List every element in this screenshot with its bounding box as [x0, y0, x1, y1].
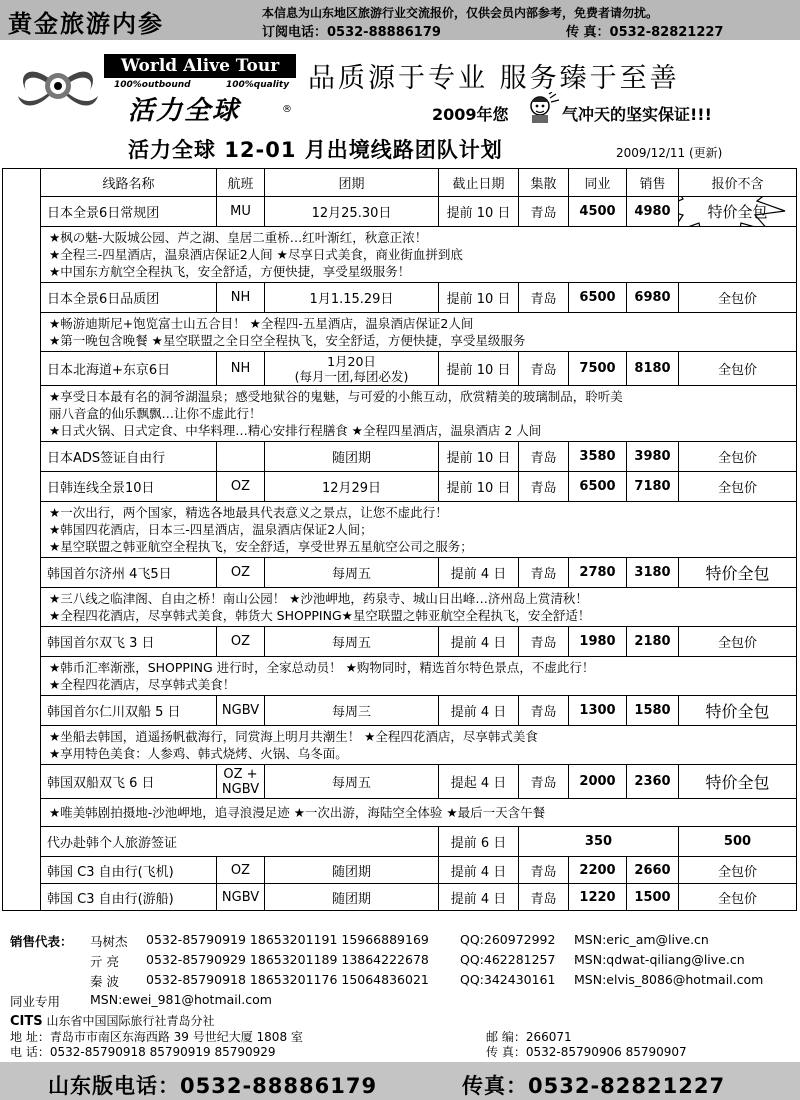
trade-price: 2000 — [569, 765, 627, 799]
route-name: 日本北海道+东京6日 — [41, 352, 217, 386]
trade-price: 2780 — [569, 558, 627, 588]
retail-price: 8180 — [627, 352, 679, 386]
table-row — [3, 827, 797, 857]
dates: 随团期 — [265, 884, 439, 911]
retail-price: 1500 — [627, 884, 679, 911]
table-row — [3, 627, 797, 657]
company-name: 山东省中国国际旅行社青岛分社 — [46, 1014, 215, 1028]
deadline: 提前 10 日 — [439, 442, 519, 472]
flight: OZ — [217, 472, 265, 502]
contact-msn: MSN:qdwat-qiliang@live.cn — [574, 952, 745, 967]
tribal-swirl-icon — [12, 50, 104, 122]
flight: NGBV — [217, 884, 265, 911]
contact-msn: MSN:elvis_8086@hotmail.com — [574, 972, 764, 987]
table-row — [3, 442, 797, 472]
header-route: 线路名称 — [41, 169, 217, 197]
trade-price: 1300 — [569, 696, 627, 726]
route-highlights: ★韩币汇率渐涨，SHOPPING 进行时，全家总动员！ ★购物同时，精选首尔特色景点，不虚此行！ ★全程四花酒店，尽享韩式美食！ — [41, 657, 797, 696]
price-note: 全包价 — [679, 472, 797, 502]
dates: 1月20日 (每月一团,每团必发) — [265, 352, 439, 386]
contacts-label: 销售代表： — [10, 934, 73, 949]
subscribe-phone: 订阅电话：0532-88886179 — [262, 25, 441, 40]
company-brand: CITS — [10, 1014, 43, 1029]
table-row-desc — [3, 502, 797, 558]
deadline: 提前 4 日 — [439, 696, 519, 726]
peer-msn: MSN:ewei_981@hotmail.com — [90, 992, 272, 1007]
dates: 每周五 — [265, 765, 439, 799]
route-name: 韩国首尔仁川双船 5 日 — [41, 696, 217, 726]
hub: 青岛 — [519, 558, 569, 588]
deadline: 提前 4 日 — [439, 857, 519, 884]
brand-title: 黄金旅游内参 — [8, 10, 164, 38]
route-name: 韩国 C3 自由行(游船) — [41, 884, 217, 911]
retail-price: 3180 — [627, 558, 679, 588]
price-note: 全包价 — [679, 857, 797, 884]
footer-phone: 山东版电话：0532-88886179 — [48, 1074, 378, 1098]
header-deadline: 截止日期 — [439, 169, 519, 197]
hub: 青岛 — [519, 857, 569, 884]
table-row — [3, 197, 797, 227]
contact-phones: 0532-85790918 18653201176 15064836021 — [146, 972, 429, 987]
retail-price: 3980 — [627, 442, 679, 472]
deadline: 提前 10 日 — [439, 352, 519, 386]
route-name: 日韩连线全景10日 — [41, 472, 217, 502]
banner-fax: 传 真：0532-82821227 — [566, 25, 724, 40]
price-note: 特价全包 — [679, 765, 797, 799]
hub: 青岛 — [519, 627, 569, 657]
price-note: 特价全包 — [679, 696, 797, 726]
hub: 青岛 — [519, 352, 569, 386]
header-price-note: 报价不含 — [679, 169, 797, 197]
price-note: 全包价 — [679, 352, 797, 386]
flight: OZ — [217, 857, 265, 884]
deadline: 提前 4 日 — [439, 627, 519, 657]
company-phone: 电 话：0532-85790918 85790919 85790929 — [10, 1045, 276, 1059]
table-row — [3, 857, 797, 884]
registered-mark: ® — [282, 104, 292, 115]
header-dates: 团期 — [265, 169, 439, 197]
retail-price: 1580 — [627, 696, 679, 726]
contact-qq: QQ:342430161 — [460, 972, 556, 987]
trade-price: 350 — [519, 827, 679, 857]
dates: 每周五 — [265, 627, 439, 657]
retail-price: 7180 — [627, 472, 679, 502]
table-row — [3, 472, 797, 502]
mascot-cartoon-icon — [520, 92, 562, 124]
trade-price: 1220 — [569, 884, 627, 911]
deadline: 提前 4 日 — [439, 558, 519, 588]
route-name: 日本全景6日常规团 — [41, 197, 217, 227]
flight: OZ — [217, 558, 265, 588]
trade-price: 1980 — [569, 627, 627, 657]
dates: 1月1.15.29日 — [265, 283, 439, 313]
logo-tagline-quality: 100%quality — [226, 80, 290, 90]
price-note: 全包价 — [679, 627, 797, 657]
flight: OZ — [217, 627, 265, 657]
route-highlights: ★畅游迪斯尼+饱览富士山五合目！ ★全程四-五星酒店，温泉酒店保证2人间 ★第一晚包含晚餐 ★星空联盟之全日空全程执飞，安全舒适，方便快捷，享受星级服务 — [41, 313, 797, 352]
deadline: 提前 10 日 — [439, 197, 519, 227]
trade-price: 7500 — [569, 352, 627, 386]
table-header-row — [3, 169, 797, 197]
route-name: 韩国双船双飞 6 日 — [41, 765, 217, 799]
tour-plan-table — [2, 168, 797, 911]
hub: 青岛 — [519, 442, 569, 472]
trade-price: 2200 — [569, 857, 627, 884]
table-row-desc — [3, 227, 797, 283]
contact-phones: 0532-85790919 18653201191 15966889169 — [146, 932, 429, 947]
dates: 随团期 — [265, 442, 439, 472]
table-row — [3, 765, 797, 799]
footer-bar — [0, 1062, 800, 1100]
retail-price: 500 — [679, 827, 797, 857]
table-row — [3, 696, 797, 726]
contact-name: 马树杰 — [90, 934, 128, 949]
slogan: 品质源于专业 服务臻于至善 — [308, 63, 680, 94]
route-name: 韩国首尔双飞 3 日 — [41, 627, 217, 657]
price-note: 特价全包 — [679, 558, 797, 588]
flight: NGBV — [217, 696, 265, 726]
dates: 每周五 — [265, 558, 439, 588]
page-title: 活力全球 12-01 月出境线路团队计划 — [128, 138, 503, 162]
trade-price: 3580 — [569, 442, 627, 472]
retail-price: 2660 — [627, 857, 679, 884]
promise-text-start: 2009年您 — [432, 105, 509, 124]
table-row-desc — [3, 657, 797, 696]
flight: NH — [217, 352, 265, 386]
contact-name: 秦 波 — [90, 974, 119, 989]
route-name: 日本ADS签证自由行 — [41, 442, 217, 472]
contact-qq: QQ:462281257 — [460, 952, 556, 967]
price-note: 特价全包 — [679, 197, 797, 227]
dates: 每周三 — [265, 696, 439, 726]
member-notice: 本信息为山东地区旅游行业交流报价，仅供会员内部参考，免费者请勿扰。 — [262, 6, 659, 20]
route-highlights: ★一次出行，两个国家，精选各地最具代表意义之景点，让您不虚此行！ ★韩国四花酒店，日本三-四星酒店，温泉酒店保证2人间； ★星空联盟之韩亚航空全程执飞，安全舒适，享受世界五星航空公司之服务； — [41, 502, 797, 558]
deadline: 提前 10 日 — [439, 283, 519, 313]
table-row-desc — [3, 313, 797, 352]
route-highlights: ★唯美韩剧拍摄地-沙池岬地，追寻浪漫足迹 ★一次出游，海陆空全体验 ★最后一天含午餐 — [41, 799, 797, 827]
retail-price: 6980 — [627, 283, 679, 313]
header-retail-price: 销售 — [627, 169, 679, 197]
route-name: 韩国首尔济州 4飞5日 — [41, 558, 217, 588]
price-note: 全包价 — [679, 884, 797, 911]
hub: 青岛 — [519, 197, 569, 227]
logo-tagline-outbound: 100%outbound — [114, 80, 191, 90]
contact-name: 亓 亮 — [90, 954, 119, 969]
table-row-desc — [3, 386, 797, 442]
retail-price: 2180 — [627, 627, 679, 657]
table-row — [3, 884, 797, 911]
company-fax: 传 真：0532-85790906 85790907 — [486, 1045, 687, 1059]
company-header — [10, 1012, 214, 1029]
hub: 青岛 — [519, 283, 569, 313]
table-row — [3, 283, 797, 313]
route-highlights: ★享受日本最有名的洞爷湖温泉；感受地狱谷的鬼魅，与可爱的小熊互动，欣赏精美的玻璃制品，聆听美 丽八音盒的仙乐飘飘…让你不虚此行！ ★日式火锅、日式定食、中华料理…精心安排行程膳食 ★全程四星酒店，温泉酒店 2 人间 — [41, 386, 797, 442]
retail-price: 2360 — [627, 765, 679, 799]
dates: 随团期 — [265, 857, 439, 884]
deadline: 提前 4 日 — [439, 884, 519, 911]
price-note: 全包价 — [679, 442, 797, 472]
price-note: 全包价 — [679, 283, 797, 313]
deadline: 提起 4 日 — [439, 765, 519, 799]
trade-price: 6500 — [569, 283, 627, 313]
deadline: 提前 10 日 — [439, 472, 519, 502]
table-row-desc — [3, 588, 797, 627]
side-margin — [3, 169, 41, 197]
route-name: 代办赴韩个人旅游签证 — [41, 827, 439, 857]
flight: OZ + NGBV — [217, 765, 265, 799]
footer-fax: 传真：0532-82821227 — [462, 1074, 726, 1098]
table-row — [3, 352, 797, 386]
route-name: 日本全景6日品质团 — [41, 283, 217, 313]
promise-text-end: 气冲天的坚实保证!!! — [562, 105, 712, 124]
company-address: 地 址：青岛市市南区东海西路 39 号世纪大厦 1808 室 — [10, 1030, 303, 1044]
trade-price: 4500 — [569, 197, 627, 227]
hub: 青岛 — [519, 696, 569, 726]
logo-wordmark: World Alive Tour — [104, 54, 296, 78]
flight: NH — [217, 283, 265, 313]
route-highlights: ★枫の魅-大阪城公园、芦之湖、皇居二重桥…红叶渐红，秋意正浓！ ★全程三-四星酒店，温泉酒店保证2人间 ★尽享日式美食，商业街血拼到底 ★中国东方航空全程执飞，安全舒适，方便快捷，享受星级服务！ — [41, 227, 797, 283]
dates: 12月25.30日 — [265, 197, 439, 227]
table-row-desc — [3, 799, 797, 827]
company-zip: 邮 编：266071 — [486, 1030, 572, 1044]
hub: 青岛 — [519, 765, 569, 799]
trade-price: 6500 — [569, 472, 627, 502]
deadline: 提前 6 日 — [439, 827, 519, 857]
header-flight: 航班 — [217, 169, 265, 197]
peer-label: 同业专用 — [10, 994, 61, 1009]
route-name: 韩国 C3 自由行(飞机) — [41, 857, 217, 884]
contact-qq: QQ:260972992 — [460, 932, 556, 947]
contact-phones: 0532-85790929 18653201189 13864222678 — [146, 952, 429, 967]
dates: 12月29日 — [265, 472, 439, 502]
top-banner — [0, 0, 800, 40]
flight: MU — [217, 197, 265, 227]
header-trade-price: 同业 — [569, 169, 627, 197]
table-row — [3, 558, 797, 588]
route-highlights: ★坐船去韩国，逍遥扬帆截海行，同赏海上明月共潮生！ ★全程四花酒店，尽享韩式美食 ★享用特色美食：人参鸡、韩式烧烤、火锅、乌冬面。 — [41, 726, 797, 765]
header-hub: 集散 — [519, 169, 569, 197]
hub: 青岛 — [519, 472, 569, 502]
table-row-desc — [3, 726, 797, 765]
contact-msn: MSN:eric_am@live.cn — [574, 932, 709, 947]
update-date: 2009/12/11 (更新) — [616, 146, 723, 160]
route-highlights: ★三八线之临津阁、自由之桥！南山公园！ ★沙池岬地，药泉寺、城山日出峰…济州岛上赏清秋！ ★全程四花酒店，尽享韩式美食，韩货大 SHOPPING★星空联盟之韩亚航空全程执飞，安全舒适！ — [41, 588, 797, 627]
retail-price: 4980 — [627, 197, 679, 227]
flight — [217, 442, 265, 472]
logo-chinese: 活力全球 — [128, 96, 241, 126]
hub: 青岛 — [519, 884, 569, 911]
